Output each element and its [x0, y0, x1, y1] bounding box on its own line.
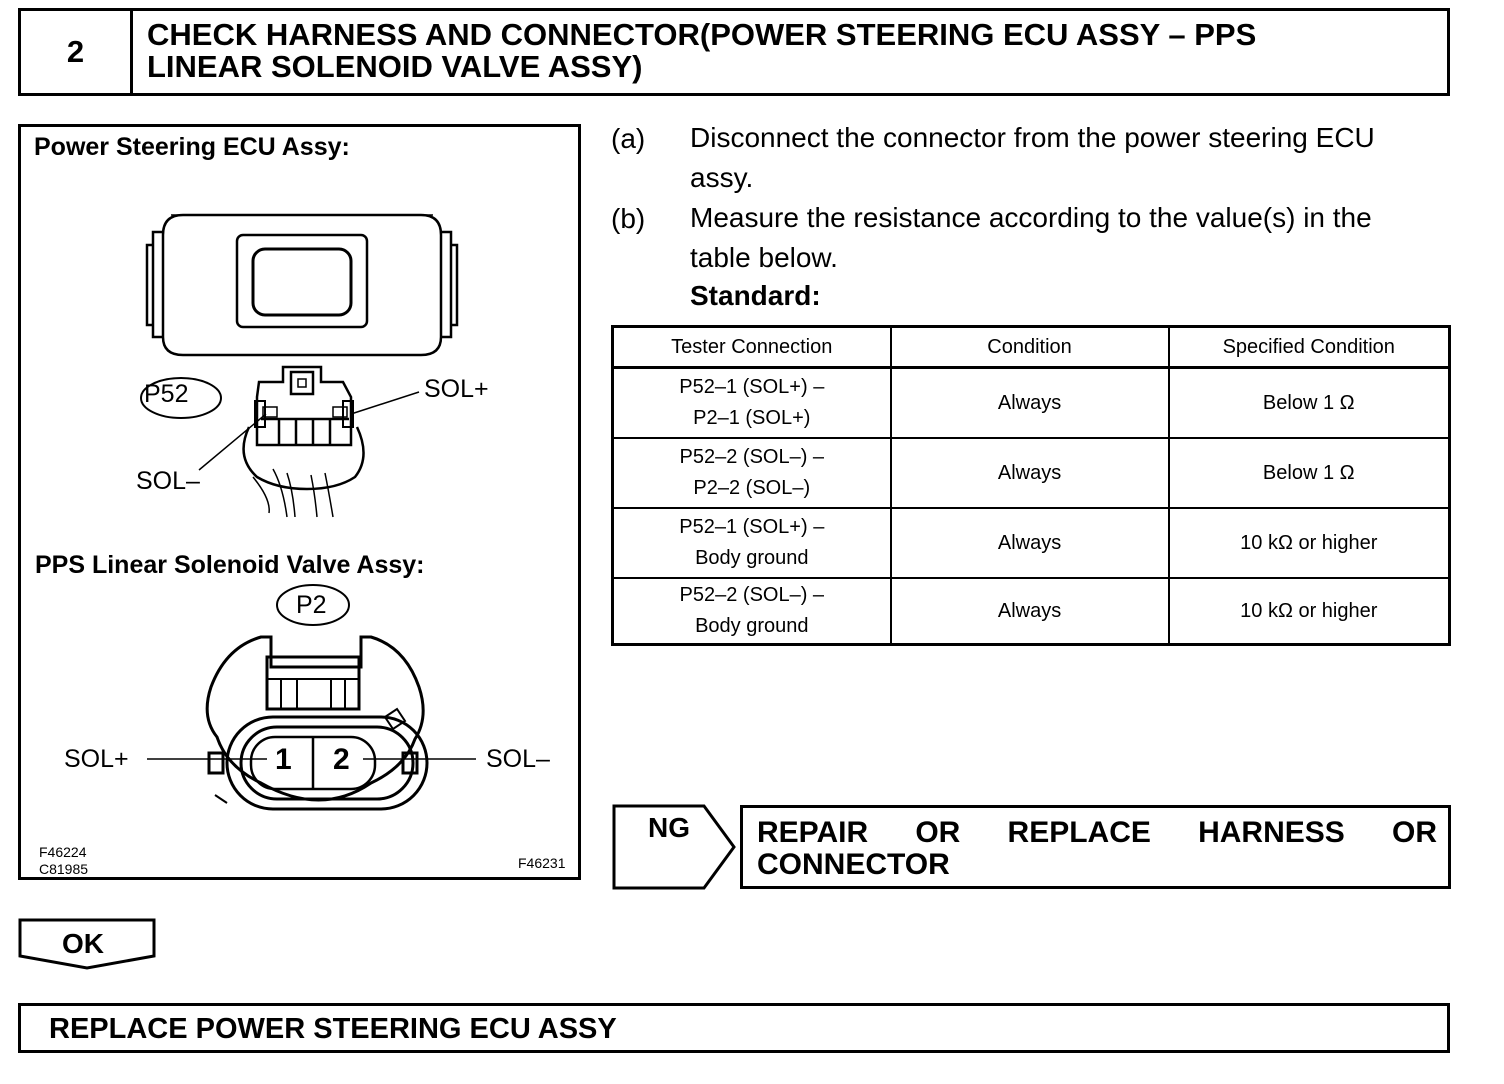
- instruction-a-line1: Disconnect the connector from the power steering ECU: [690, 122, 1375, 153]
- table-row: [613, 438, 1450, 508]
- table-header-tester-connection: Tester Connection: [613, 327, 891, 368]
- ok-label: OK: [62, 928, 104, 959]
- instruction-a: [690, 118, 1452, 198]
- table-cell-spec: 10 kΩ or higher: [1169, 508, 1450, 578]
- instruction-b: [690, 198, 1452, 278]
- valve-assy-label: PPS Linear Solenoid Valve Assy:: [35, 551, 425, 579]
- connection-line1: P52–2 (SOL–) –: [679, 584, 825, 606]
- table-cell-connection: [613, 438, 891, 508]
- table-cell-connection: [613, 578, 891, 645]
- connection-line2: P2–1 (SOL+): [693, 407, 811, 429]
- connection-line2: Body ground: [695, 615, 809, 637]
- standard-label: Standard:: [690, 280, 821, 311]
- step-title: [147, 19, 1437, 83]
- ng-word: REPAIR: [757, 816, 869, 849]
- ng-result-line2: CONNECTOR: [757, 848, 950, 881]
- instruction-b-letter: (b): [611, 203, 646, 234]
- p52-connector-icon: [199, 367, 419, 517]
- table-header-condition: Condition: [891, 327, 1169, 368]
- connector-figure: [18, 124, 581, 880]
- valve-pin-2: 2: [333, 743, 350, 776]
- resistance-table: [611, 325, 1451, 646]
- p2-connector-icon: [147, 637, 476, 809]
- table-cell-condition: Always: [891, 438, 1169, 508]
- final-action-box: [18, 1003, 1450, 1053]
- table-header-specified-condition: Specified Condition: [1169, 327, 1450, 368]
- ng-word: HARNESS: [1198, 816, 1345, 849]
- ng-word: REPLACE: [1007, 816, 1151, 849]
- table-cell-spec: Below 1 Ω: [1169, 438, 1450, 508]
- table-row: [613, 578, 1450, 645]
- instruction-a-line2: assy.: [690, 162, 754, 193]
- step-title-line2: LINEAR SOLENOID VALVE ASSY): [147, 49, 643, 84]
- connection-line2: P2–2 (SOL–): [693, 477, 811, 499]
- ng-result-line1: [757, 816, 1437, 850]
- figure-code-left-2: C81985: [39, 861, 89, 877]
- p52-tag: P52: [144, 380, 189, 408]
- p2-tag: P2: [296, 591, 327, 619]
- table-cell-spec: 10 kΩ or higher: [1169, 578, 1450, 645]
- ecu-body-icon: [147, 215, 457, 355]
- connection-line1: P52–1 (SOL+) –: [679, 376, 825, 398]
- instruction-b-line2: table below.: [690, 242, 838, 273]
- ng-result-box: [740, 805, 1451, 889]
- table-row: [613, 368, 1450, 439]
- valve-sol-plus-label: SOL+: [64, 745, 129, 773]
- connection-line1: P52–2 (SOL–) –: [679, 446, 825, 468]
- instruction-b-line1: Measure the resistance according to the value(s) in the: [690, 202, 1372, 233]
- ecu-assy-label: Power Steering ECU Assy:: [34, 133, 350, 161]
- table-cell-connection: [613, 508, 891, 578]
- final-action-text: REPLACE POWER STEERING ECU ASSY: [49, 1013, 617, 1045]
- connection-line1: P52–1 (SOL+) –: [679, 516, 825, 538]
- ecu-sol-plus-label: SOL+: [424, 375, 489, 403]
- ng-word: OR: [915, 816, 961, 849]
- ng-label: NG: [648, 812, 690, 843]
- connection-line2: Body ground: [695, 547, 809, 569]
- table-cell-connection: [613, 368, 891, 439]
- step-title-line1: CHECK HARNESS AND CONNECTOR(POWER STEERING ECU ASSY – PPS: [147, 17, 1257, 52]
- figure-code-left-1: F46224: [39, 844, 87, 860]
- valve-sol-minus-label: SOL–: [486, 745, 550, 773]
- ng-word: OR: [1392, 816, 1437, 849]
- figure-code-right: F46231: [518, 855, 566, 871]
- table-header-row: [613, 327, 1450, 368]
- table-cell-condition: Always: [891, 368, 1169, 439]
- table-cell-spec: Below 1 Ω: [1169, 368, 1450, 439]
- step-header: [18, 8, 1450, 96]
- table-row: [613, 508, 1450, 578]
- table-cell-condition: Always: [891, 578, 1169, 645]
- ecu-sol-minus-label: SOL–: [136, 467, 200, 495]
- valve-pin-1: 1: [275, 743, 292, 776]
- table-cell-condition: Always: [891, 508, 1169, 578]
- step-number: 2: [21, 11, 133, 93]
- instruction-a-letter: (a): [611, 123, 646, 154]
